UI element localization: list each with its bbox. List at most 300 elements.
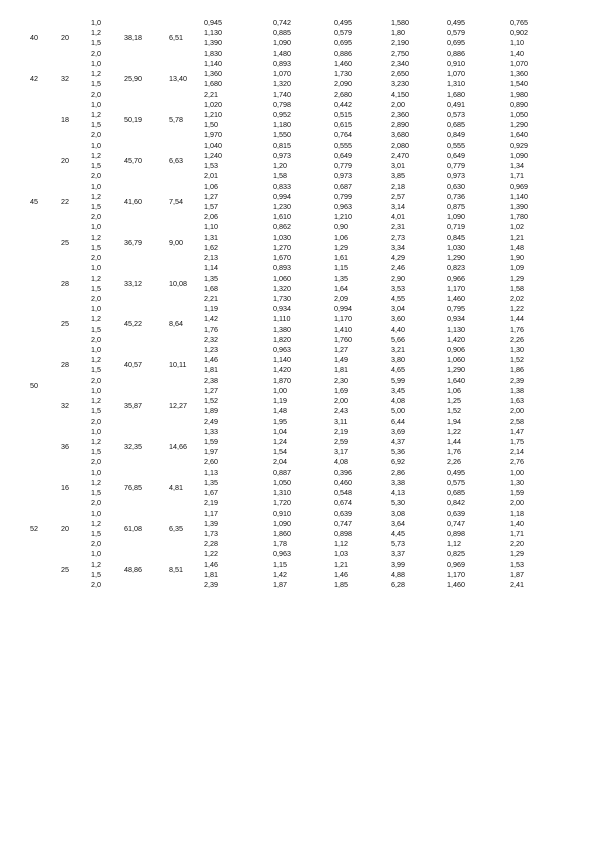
table-cell-col6: 1,970 [204,130,222,140]
table-cell-col6: 1,020 [204,99,222,109]
table-cell-col7: 1,19 [273,396,287,406]
table-cell-col10: 1,420 [447,334,465,344]
table-cell-col3: 1,2 [91,314,101,324]
table-cell-col7: 0,973 [273,150,291,160]
table-cell-col9: 5,30 [391,498,405,508]
table-cell-col5: 8,51 [169,564,183,574]
table-cell-col7: 1,24 [273,437,287,447]
table-cell-col6: 1,140 [204,58,222,68]
table-cell-col6: 1,33 [204,426,218,436]
table-cell-col11: 1,540 [510,79,528,89]
table-cell-col6: 1,14 [204,263,218,273]
table-cell-col2: 20 [61,33,69,43]
table-cell-col11: 1,86 [510,365,524,375]
table-cell-col9: 1,80 [391,28,405,38]
table-cell-col4: 35,87 [124,401,142,411]
table-cell-col8: 2,59 [334,437,348,447]
table-cell-col8: 1,64 [334,283,348,293]
table-cell-col5: 6,51 [169,33,183,43]
table-cell-col8: 3,17 [334,447,348,457]
table-cell-col1: 50 [30,380,38,390]
table-cell-col9: 2,890 [391,120,409,130]
table-cell-col9: 6,92 [391,457,405,467]
table-cell-col6: 1,240 [204,150,222,160]
table-cell-col2: 28 [61,278,69,288]
table-cell-col8: 1,170 [334,314,352,324]
table-cell-col3: 1,2 [91,518,101,528]
table-cell-col11: 1,71 [510,171,524,181]
table-cell-col3: 1,5 [91,283,101,293]
table-cell-col9: 3,38 [391,477,405,487]
table-cell-col11: 1,48 [510,242,524,252]
table-cell-col10: 0,823 [447,263,465,273]
table-cell-col3: 1,0 [91,99,101,109]
table-cell-col6: 1,97 [204,447,218,457]
table-cell-col11: 0,969 [510,181,528,191]
table-cell-col3: 1,5 [91,406,101,416]
table-cell-col8: 1,85 [334,580,348,590]
table-cell-col6: 1,360 [204,69,222,79]
table-cell-col9: 4,08 [391,396,405,406]
table-cell-col7: 1,48 [273,406,287,416]
table-cell-col5: 14,66 [169,442,187,452]
table-cell-col2: 16 [61,483,69,492]
table-cell-col3: 1,5 [91,120,101,130]
table-cell-col7: 0,885 [273,28,291,38]
table-cell-col11: 1,090 [510,150,528,160]
table-cell-col5: 6,63 [169,155,183,165]
table-cell-col8: 0,799 [334,191,352,201]
table-cell-col7: 1,030 [273,232,291,242]
table-cell-col11: 1,90 [510,253,524,263]
table-cell-col8: 2,090 [334,79,352,89]
table-cell-col7: 1,230 [273,201,291,211]
table-cell-col3: 1,0 [91,18,101,27]
table-cell-col5: 8,64 [169,319,183,329]
table-cell-col3: 1,2 [91,355,101,365]
table-cell-col11: 1,76 [510,324,524,334]
table-cell-col11: 1,22 [510,304,524,314]
table-cell-col3: 2,0 [91,48,101,58]
table-cell-col10: 0,966 [447,273,465,283]
table-cell-col3: 1,2 [91,69,101,79]
table-cell-col7: 0,934 [273,304,291,314]
table-cell-col6: 1,67 [204,488,218,498]
table-cell-col6: 1,31 [204,232,218,242]
table-cell-col3: 2,0 [91,334,101,344]
table-cell-col3: 2,0 [91,212,101,222]
table-cell-col9: 4,40 [391,324,405,334]
table-cell-col9: 3,45 [391,385,405,395]
table-cell-col8: 2,19 [334,426,348,436]
table-cell-col8: 1,49 [334,355,348,365]
table-cell-col9: 4,45 [391,529,405,538]
table-cell-col9: 3,37 [391,549,405,559]
table-cell-col10: 0,685 [447,120,465,130]
table-cell-col7: 0,887 [273,467,291,477]
table-cell-col6: 1,17 [204,508,218,518]
table-cell-col10: 1,290 [447,253,465,263]
table-cell-col9: 4,88 [391,569,405,579]
table-cell-col9: 3,60 [391,314,405,324]
table-cell-col3: 1,0 [91,58,101,68]
table-cell-col2: 36 [61,442,69,452]
table-cell-col6: 1,59 [204,437,218,447]
table-cell-col3: 1,5 [91,242,101,252]
table-cell-col11: 1,18 [510,508,524,518]
table-cell-col11: 1,47 [510,426,524,436]
table-cell-col3: 1,2 [91,109,101,119]
table-cell-col11: 2,58 [510,416,524,426]
table-cell-col11: 2,14 [510,447,524,457]
table-cell-col2: 20 [61,155,69,165]
table-cell-col8: 0,495 [334,18,352,27]
table-cell-col6: 1,53 [204,161,218,171]
table-cell-col6: 1,50 [204,120,218,130]
table-cell-col11: 1,640 [510,130,528,140]
table-cell-col7: 1,140 [273,355,291,365]
table-cell-col8: 1,06 [334,232,348,242]
table-cell-col8: 0,747 [334,518,352,528]
table-cell-col3: 1,5 [91,324,101,334]
table-cell-col7: 1,740 [273,89,291,99]
table-cell-col6: 2,32 [204,334,218,344]
table-cell-col7: 1,320 [273,79,291,89]
table-cell-col11: 1,30 [510,477,524,487]
table-cell-col10: 1,76 [447,447,461,457]
table-cell-col9: 2,650 [391,69,409,79]
table-cell-col6: 1,27 [204,191,218,201]
table-cell-col4: 25,90 [124,74,142,84]
table-cell-col10: 2,26 [447,457,461,467]
table-cell-col11: 1,09 [510,263,524,273]
table-cell-col10: 1,170 [447,569,465,579]
table-cell-col5: 5,78 [169,115,183,125]
table-cell-col11: 0,765 [510,18,528,27]
table-cell-col11: 1,40 [510,518,524,528]
table-cell-col10: 0,842 [447,498,465,508]
table-cell-col10: 0,910 [447,58,465,68]
table-cell-col8: 0,460 [334,477,352,487]
table-cell-col11: 1,00 [510,467,524,477]
table-cell-col5: 10,11 [169,360,187,370]
table-cell-col9: 3,85 [391,171,405,181]
table-cell-col9: 4,65 [391,365,405,375]
table-cell-col6: 1,76 [204,324,218,334]
table-cell-col10: 1,94 [447,416,461,426]
table-cell-col11: 1,29 [510,549,524,559]
table-cell-col3: 1,2 [91,191,101,201]
table-cell-col7: 1,420 [273,365,291,375]
table-cell-col6: 2,21 [204,293,218,303]
table-cell-col2: 25 [61,564,69,574]
table-cell-col4: 32,35 [124,442,142,452]
table-cell-col10: 1,25 [447,396,461,406]
table-cell-col6: 2,28 [204,539,218,549]
table-cell-col8: 0,639 [334,508,352,518]
table-cell-col8: 1,61 [334,253,348,263]
table-cell-col11: 2,76 [510,457,524,467]
table-cell-col6: 1,13 [204,467,218,477]
table-cell-col6: 1,27 [204,385,218,395]
table-cell-col7: 1,42 [273,569,287,579]
table-cell-col10: 0,495 [447,467,465,477]
table-cell-col10: 0,973 [447,171,465,181]
table-cell-col7: 1,04 [273,426,287,436]
table-cell-col2: 32 [61,401,69,411]
table-cell-col2: 20 [61,523,69,533]
table-cell-col7: 1,550 [273,130,291,140]
table-cell-col9: 3,21 [391,345,405,355]
table-cell-col11: 0,890 [510,99,528,109]
table-cell-col8: 0,555 [334,140,352,150]
table-cell-col10: 0,886 [447,48,465,58]
table-cell-col10: 1,44 [447,437,461,447]
table-cell-col11: 1,140 [510,191,528,201]
table-cell-col8: 0,515 [334,109,352,119]
table-cell-col6: 1,130 [204,28,222,38]
table-cell-col4: 61,08 [124,523,142,533]
table-cell-col3: 1,0 [91,549,101,559]
table-cell-col8: 1,210 [334,212,352,222]
table-cell-col7: 1,730 [273,293,291,303]
table-cell-col10: 0,573 [447,109,465,119]
table-cell-col9: 3,80 [391,355,405,365]
table-cell-col8: 0,994 [334,304,352,314]
table-cell-col9: 3,230 [391,79,409,89]
table-cell-col10: 0,934 [447,314,465,324]
table-cell-col7: 1,670 [273,253,291,263]
table-cell-col7: 1,060 [273,273,291,283]
table-cell-col5: 13,40 [169,74,187,84]
table-cell-col9: 3,53 [391,283,405,293]
table-cell-col10: 1,310 [447,79,465,89]
table-cell-col3: 1,2 [91,396,101,406]
table-cell-col11: 1,390 [510,201,528,211]
table-cell-col8: 4,08 [334,457,348,467]
table-cell-col10: 0,649 [447,150,465,160]
table-cell-col6: 2,01 [204,171,218,181]
table-cell-col10: 1,060 [447,355,465,365]
table-cell-col10: 0,575 [447,477,465,487]
table-cell-col8: 2,00 [334,396,348,406]
table-cell-col4: 36,79 [124,237,142,247]
table-cell-col6: 1,89 [204,406,218,416]
table-cell-col6: 2,39 [204,580,218,590]
table-cell-col6: 1,42 [204,314,218,324]
table-cell-col3: 1,5 [91,488,101,498]
table-cell-col11: 1,02 [510,222,524,232]
table-cell-col3: 2,0 [91,539,101,549]
table-cell-col10: 1,170 [447,283,465,293]
table-cell-col7: 0,952 [273,109,291,119]
table-cell-col6: 1,22 [204,549,218,559]
table-cell-col7: 1,54 [273,447,287,457]
table-cell-col4: 41,60 [124,196,142,206]
table-cell-col9: 2,080 [391,140,409,150]
table-cell-col3: 1,5 [91,365,101,375]
table-cell-col7: 1,15 [273,559,287,569]
table-cell-col11: 1,10 [510,38,524,48]
table-cell-col8: 2,30 [334,375,348,385]
table-cell-col3: 1,2 [91,477,101,487]
table-cell-col10: 1,06 [447,385,461,395]
table-cell-col11: 2,26 [510,334,524,344]
table-cell-col10: 0,898 [447,529,465,538]
table-cell-col7: 0,893 [273,263,291,273]
table-cell-col6: 2,60 [204,457,218,467]
table-cell-col8: 1,03 [334,549,348,559]
table-cell-col7: 0,798 [273,99,291,109]
table-cell-col10: 1,090 [447,212,465,222]
table-cell-col6: 1,46 [204,355,218,365]
table-cell-col9: 3,04 [391,304,405,314]
table-cell-col7: 0,994 [273,191,291,201]
table-cell-col10: 0,849 [447,130,465,140]
table-cell-col8: 1,29 [334,242,348,252]
table-cell-col8: 0,649 [334,150,352,160]
table-cell-col6: 2,49 [204,416,218,426]
table-cell-col10: 0,719 [447,222,465,232]
table-cell-col7: 1,87 [273,580,287,590]
table-cell-col10: 0,579 [447,28,465,38]
table-cell-col9: 2,00 [391,99,405,109]
table-cell-col3: 1,2 [91,232,101,242]
table-cell-col6: 0,945 [204,18,222,27]
table-cell-col3: 1,2 [91,559,101,569]
table-cell-col10: 0,875 [447,201,465,211]
table-cell-col11: 1,30 [510,345,524,355]
table-cell-col8: 1,760 [334,334,352,344]
table-cell-col1: 45 [30,196,38,206]
table-cell-col11: 1,40 [510,48,524,58]
table-cell-col6: 1,39 [204,518,218,528]
table-cell-col3: 1,0 [91,467,101,477]
table-cell-col10: 1,460 [447,293,465,303]
table-cell-col9: 4,37 [391,437,405,447]
table-cell-col9: 3,64 [391,518,405,528]
table-cell-col7: 1,090 [273,38,291,48]
table-cell-col2: 32 [61,74,69,84]
table-cell-col6: 1,19 [204,304,218,314]
table-cell-col6: 1,73 [204,529,218,538]
table-cell-col9: 3,14 [391,201,405,211]
table-cell-col7: 2,04 [273,457,287,467]
table-cell-col7: 1,610 [273,212,291,222]
table-cell-col7: 1,090 [273,518,291,528]
table-cell-col8: 0,615 [334,120,352,130]
table-cell-col8: 0,442 [334,99,352,109]
table-cell-col3: 1,2 [91,28,101,38]
table-cell-col10: 0,825 [447,549,465,559]
table-cell-col2: 22 [61,196,69,206]
table-cell-col9: 4,13 [391,488,405,498]
table-cell-col11: 1,58 [510,283,524,293]
table-cell-col3: 1,5 [91,569,101,579]
table-cell-col3: 2,0 [91,130,101,140]
table-cell-col11: 1,75 [510,437,524,447]
table-cell-col9: 2,190 [391,38,409,48]
table-cell-col9: 3,99 [391,559,405,569]
table-cell-col8: 0,779 [334,161,352,171]
table-cell-col3: 1,0 [91,426,101,436]
table-cell-col10: 0,639 [447,508,465,518]
table-cell-col8: 1,12 [334,539,348,549]
table-cell-col3: 1,0 [91,508,101,518]
table-cell-col9: 4,29 [391,253,405,263]
table-cell-col3: 1,5 [91,447,101,457]
table-cell-col10: 1,070 [447,69,465,79]
table-cell-col9: 5,66 [391,334,405,344]
table-cell-col1: 42 [30,74,38,84]
table-cell-col10: 0,906 [447,345,465,355]
table-cell-col8: 1,730 [334,69,352,79]
table-cell-col10: 1,030 [447,242,465,252]
table-cell-col4: 48,86 [124,564,142,574]
table-cell-col2: 28 [61,360,69,370]
table-cell-col6: 1,46 [204,559,218,569]
table-cell-col9: 3,08 [391,508,405,518]
table-cell-col9: 2,360 [391,109,409,119]
table-cell-col8: 3,11 [334,416,348,426]
table-cell-col11: 1,59 [510,488,524,498]
table-cell-col11: 1,38 [510,385,524,395]
table-cell-col7: 1,050 [273,477,291,487]
table-cell-col8: 0,687 [334,181,352,191]
table-cell-col3: 1,5 [91,38,101,48]
table-cell-col6: 2,13 [204,253,218,263]
table-cell-col8: 0,90 [334,222,348,232]
table-cell-col6: 1,57 [204,201,218,211]
table-cell-col8: 0,674 [334,498,352,508]
table-cell-col5: 9,00 [169,237,183,247]
table-cell-col6: 1,040 [204,140,222,150]
table-cell-col11: 0,902 [510,28,528,38]
table-cell-col3: 2,0 [91,457,101,467]
table-cell-col11: 1,52 [510,355,524,365]
table-cell-col7: 1,78 [273,539,287,549]
table-cell-col11: 1,44 [510,314,524,324]
table-cell-col10: 1,460 [447,580,465,590]
table-cell-col7: 0,893 [273,58,291,68]
table-cell-col10: 0,695 [447,38,465,48]
table-cell-col5: 6,35 [169,523,183,533]
table-cell-col8: 1,69 [334,385,348,395]
table-cell-col3: 1,0 [91,140,101,150]
table-cell-col6: 1,35 [204,273,218,283]
table-cell-col6: 2,38 [204,375,218,385]
table-cell-col7: 1,180 [273,120,291,130]
table-cell-col4: 76,85 [124,483,142,492]
table-cell-col6: 1,81 [204,569,218,579]
table-cell-col10: 0,969 [447,559,465,569]
table-cell-col9: 1,580 [391,18,409,27]
table-cell-col7: 1,070 [273,69,291,79]
table-cell-col9: 2,340 [391,58,409,68]
table-cell-col5: 7,54 [169,196,183,206]
table-cell-col10: 0,685 [447,488,465,498]
table-cell-col10: 0,630 [447,181,465,191]
table-cell-col5: 10,08 [169,278,187,288]
table-cell-col9: 2,57 [391,191,405,201]
table-cell-col7: 0,963 [273,345,291,355]
table-cell-col9: 4,150 [391,89,409,99]
table-cell-col1: 40 [30,33,38,43]
table-cell-col3: 1,0 [91,181,101,191]
table-cell-col10: 1,680 [447,89,465,99]
table-cell-col8: 0,886 [334,48,352,58]
table-cell-col4: 45,70 [124,155,142,165]
